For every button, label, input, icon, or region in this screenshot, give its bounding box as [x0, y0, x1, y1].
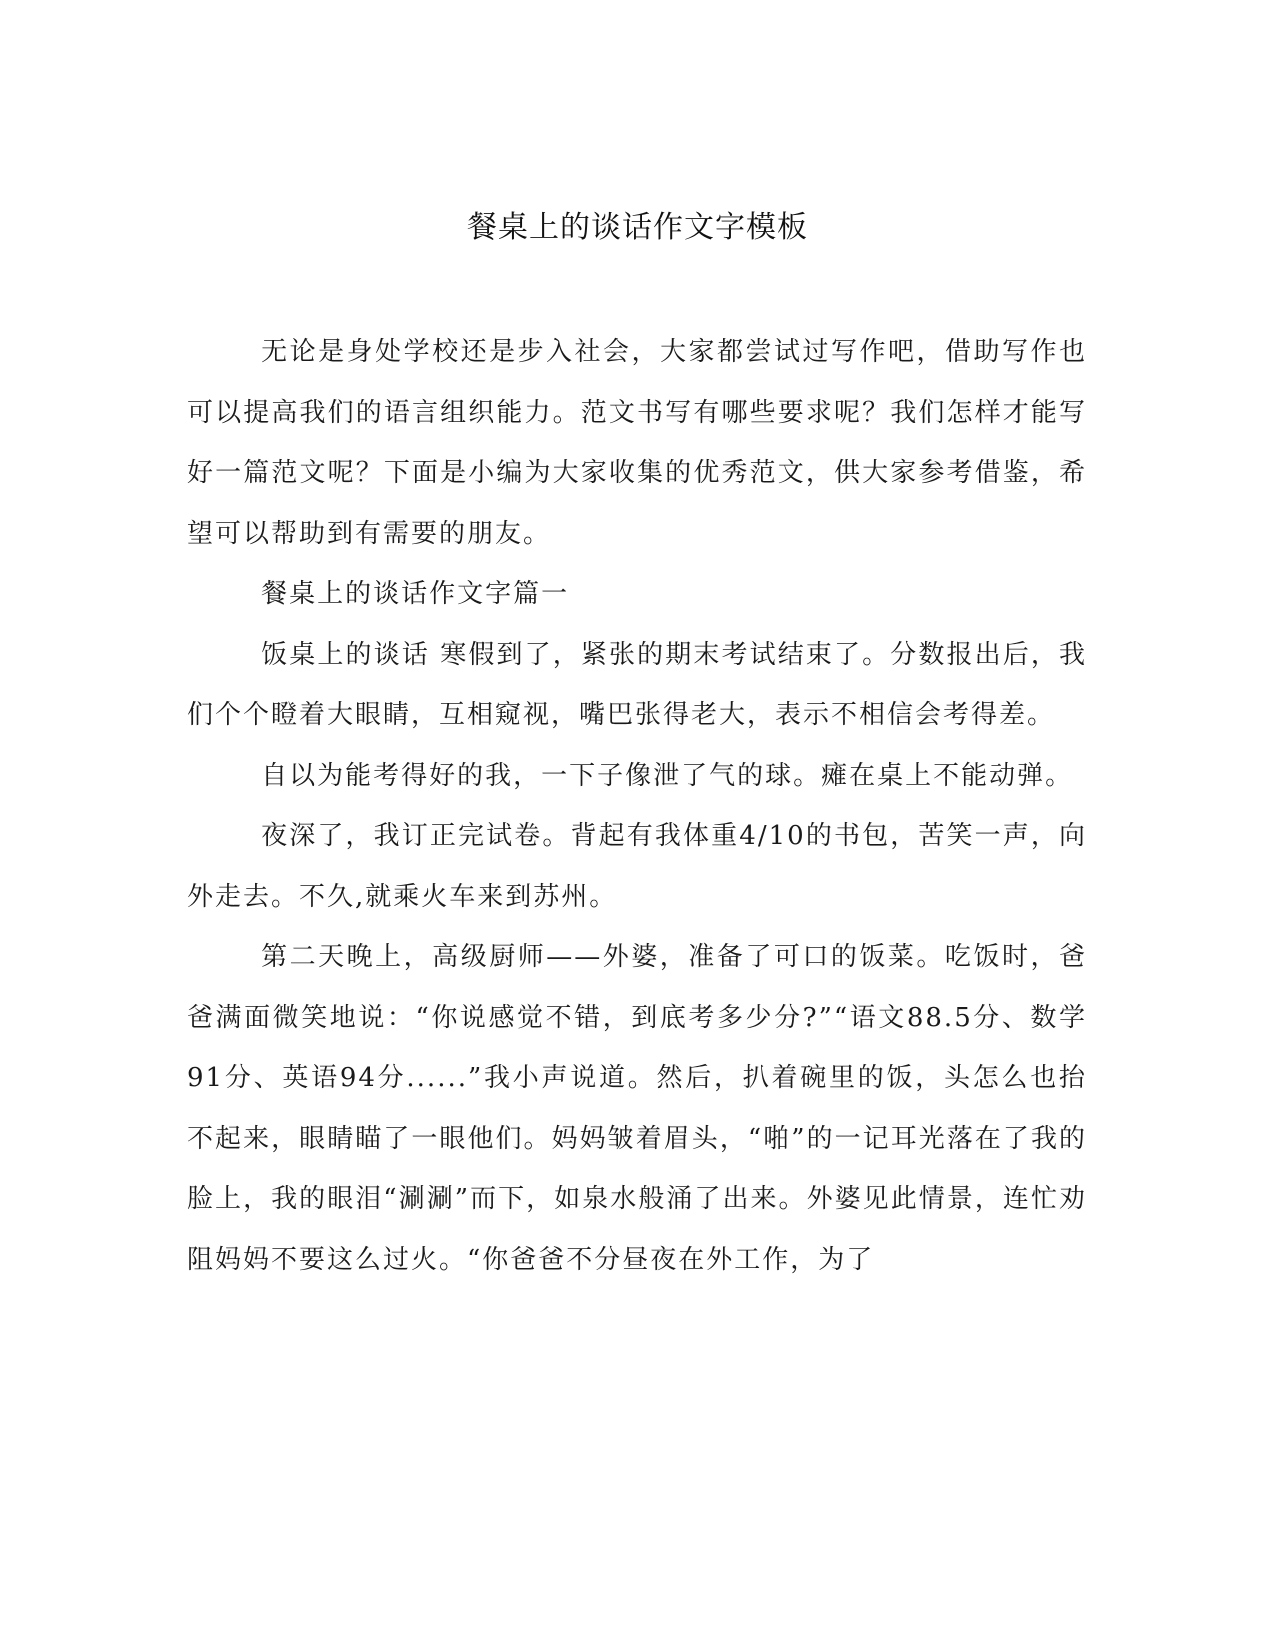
- paragraph-deflated: 自以为能考得好的我，一下子像泄了气的球。瘫在桌上不能动弹。: [261, 760, 1074, 791]
- paragraph-exam-results: 饭桌上的谈话 寒假到了，紧张的期末考试结束了。分数报出后，我们个个瞪着大眼睛，互相窥视，嘴巴张得老大，表示不相信会考得差。: [187, 639, 1087, 730]
- paragraph-intro: 无论是身处学校还是步入社会，大家都尝试过写作吧，借助写作也可以提高我们的语言组织能力。范文书写有哪些要求呢？我们怎样才能写好一篇范文呢？下面是小编为大家收集的优秀范文，供大家参考借鉴，希望可以帮助到有需要的朋友。: [187, 337, 1087, 549]
- paragraph-section-heading: 餐桌上的谈话作文字篇一: [261, 579, 570, 609]
- paragraph-dinner-talk: 第二天晚上，高级厨师——外婆，准备了可口的饭菜。吃饭时，爸爸满面微笑地说：“你说感觉不错，到底考多少分?”“语文88.5分、数学91分、英语94分......”我小声说道。然后，扒着碗里的饭，头怎么也抬不起来，眼睛瞄了一眼他们。妈妈皱着眉头，“啪”的一记耳光落在了我的脸上，我的眼泪“涮涮”而下，如泉水般涌了出来。外婆见此情景，连忙劝阻妈妈不要这么过火。“你爸爸不分昼夜在外工作，为了: [187, 942, 1087, 1275]
- document-title: 餐桌上的谈话作文字模板: [467, 210, 808, 245]
- paragraph-night-travel: 夜深了，我订正完试卷。背起有我体重4/10的书包，苦笑一声，向外走去。不久,就乘火车来到苏州。: [187, 821, 1087, 912]
- document-body: [187, 322, 1087, 1290]
